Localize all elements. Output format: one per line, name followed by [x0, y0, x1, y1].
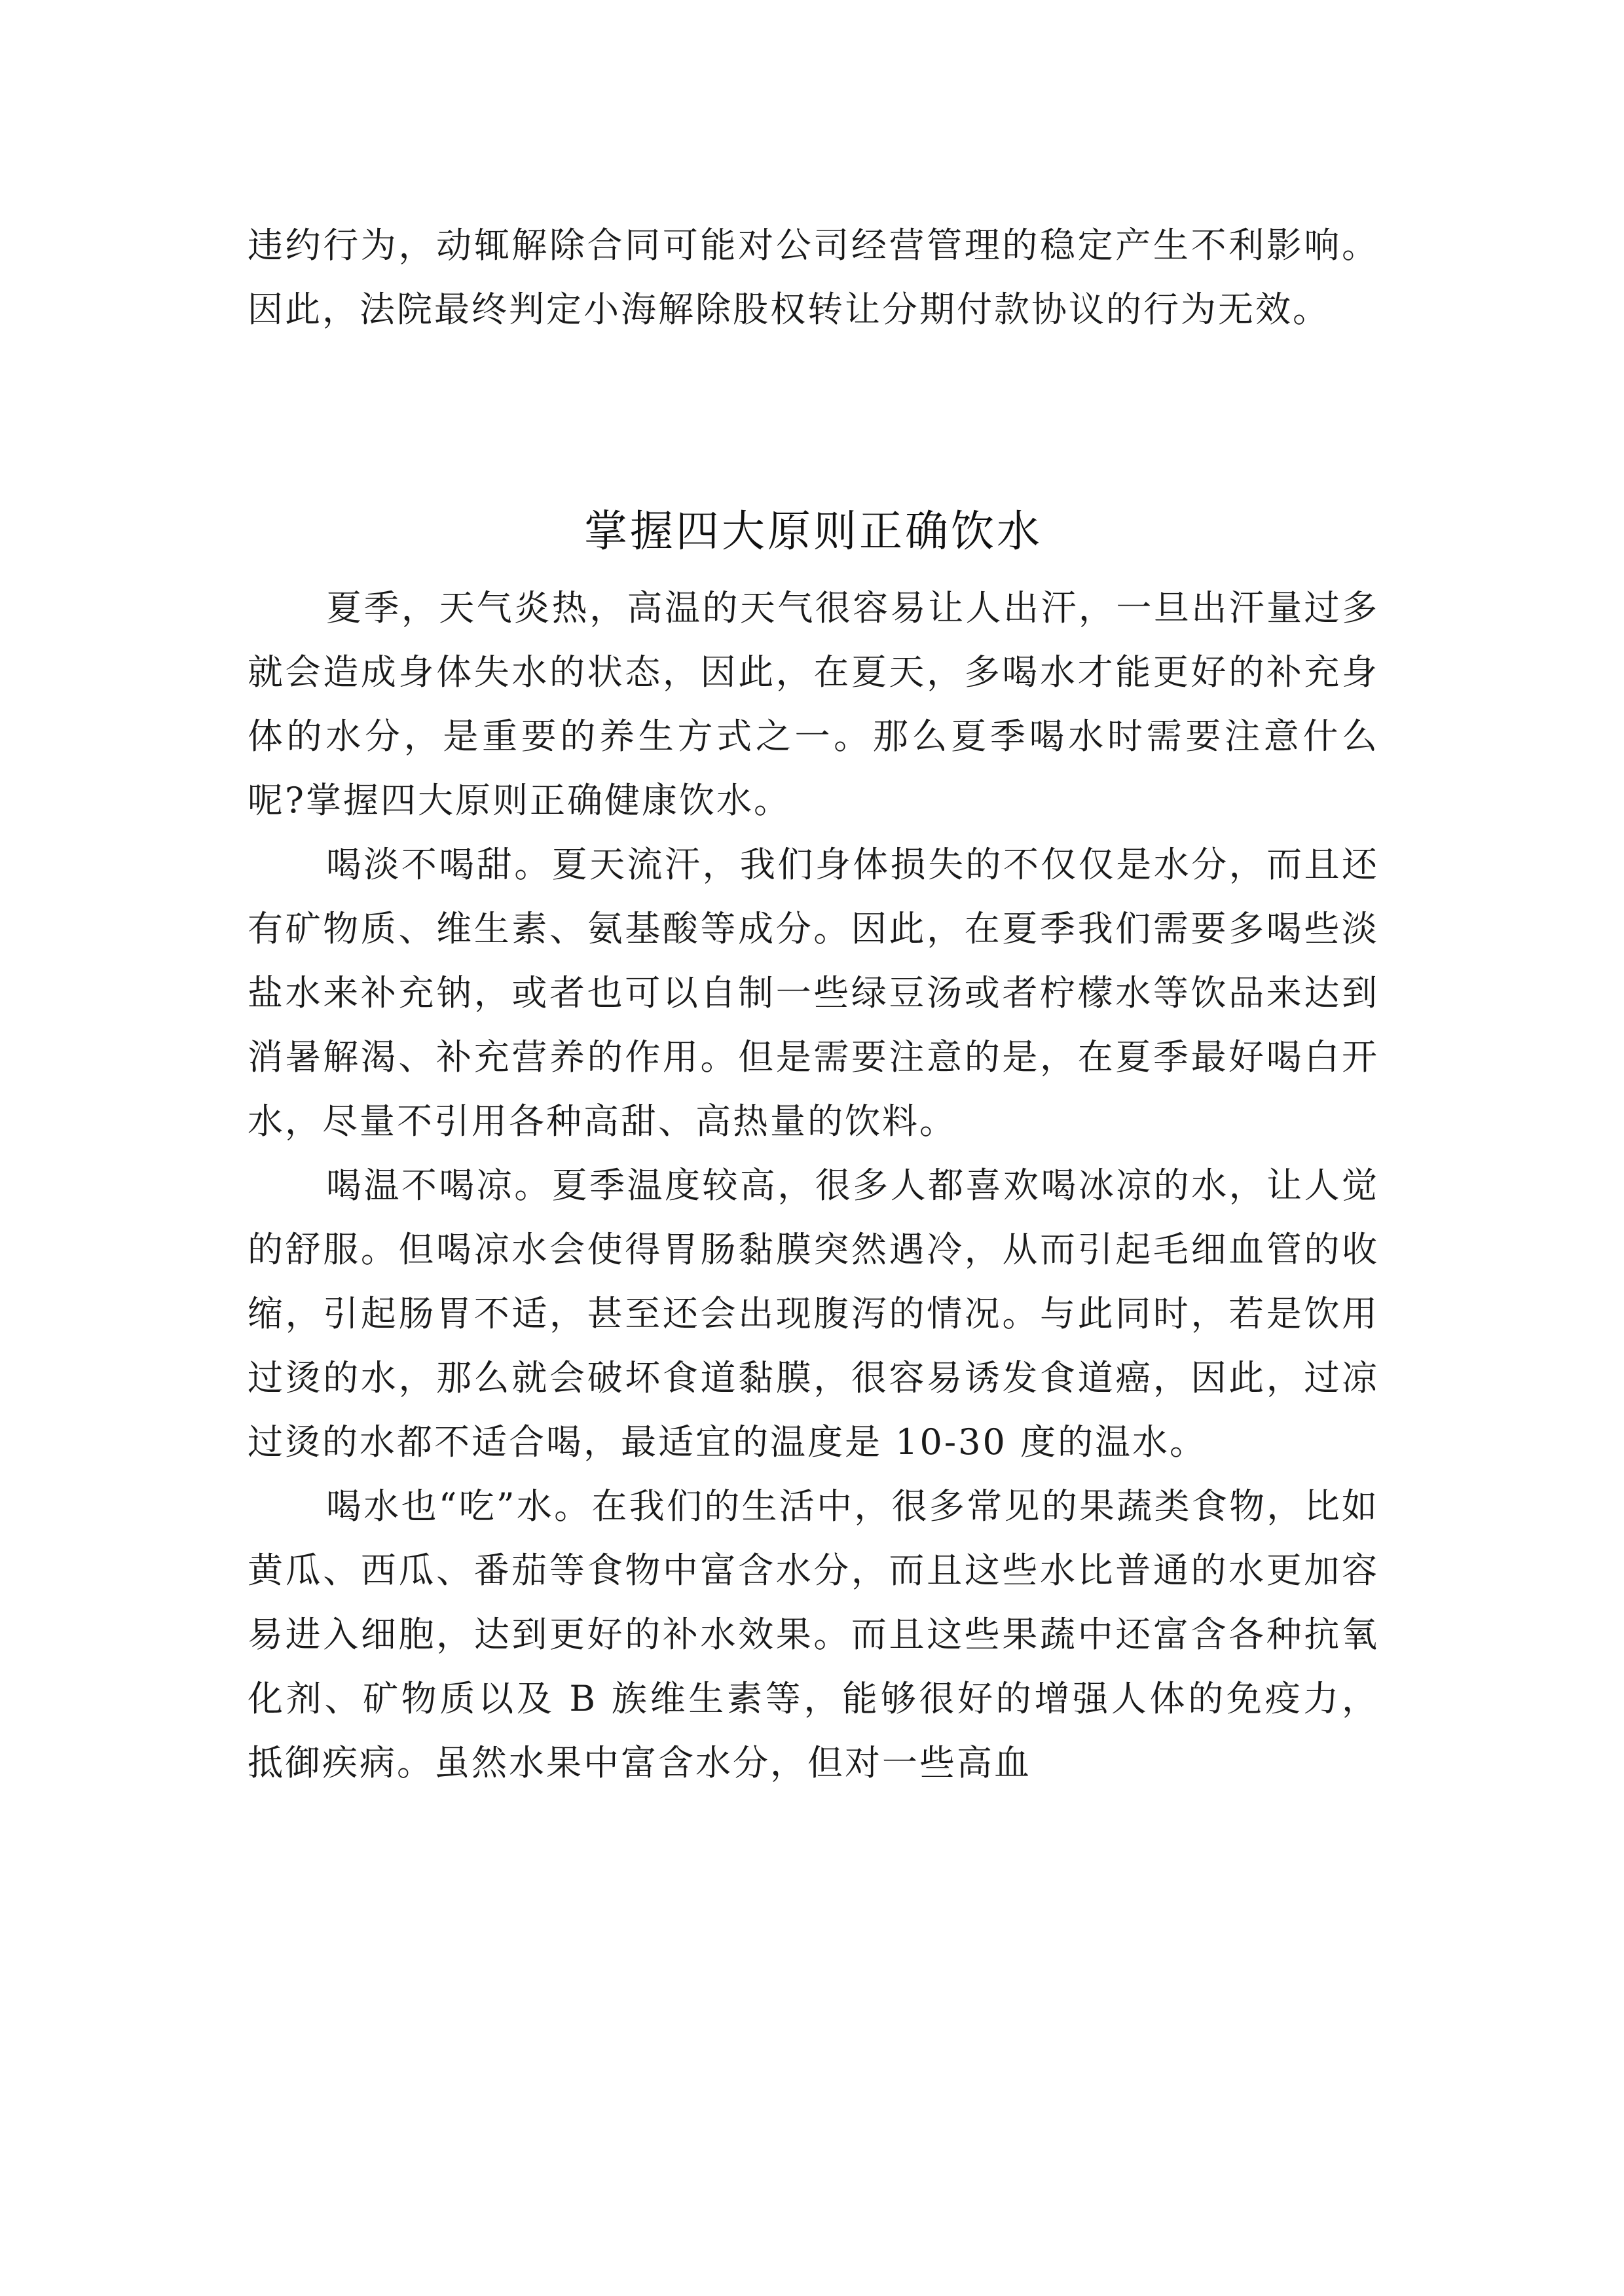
article-paragraph-intro: 夏季，天气炎热，高温的天气很容易让人出汗，一旦出汗量过多就会造成身体失水的状态，因此，在夏天，多喝水才能更好的补充身体的水分，是重要的养生方式之一。那么夏季喝水时需要注意什么呢?掌握四大原则正确健康饮水。 — [248, 587, 1379, 821]
article-title: 掌握四大原则正确饮水 — [584, 506, 1043, 556]
continued-paragraph-block — [248, 213, 1379, 342]
article-paragraph-light-not-sweet: 喝淡不喝甜。夏天流汗，我们身体损失的不仅仅是水分，而且还有矿物质、维生素、氨基酸等成分。因此，在夏季我们需要多喝些淡盐水来补充钠，或者也可以自制一些绿豆汤或者柠檬水等饮品来达到消暑解渴、补充营养的作用。但是需要注意的是，在夏季最好喝白开水，尽量不引用各种高甜、高热量的饮料。 — [248, 844, 1379, 1142]
article-body — [248, 576, 1379, 1795]
article-paragraph-warm-not-cold: 喝温不喝凉。夏季温度较高，很多人都喜欢喝冰凉的水，让人觉的舒服。但喝凉水会使得胃肠黏膜突然遇冷，从而引起毛细血管的收缩，引起肠胃不适，甚至还会出现腹泻的情况。与此同时，若是饮用过烫的水，那么就会破坏食道黏膜，很容易诱发食道癌，因此，过凉过烫的水都不适合喝，最适宜的温度是 10-30 度的温水。 — [248, 1165, 1379, 1463]
article-paragraph-eat-water: 喝水也“吃”水。在我们的生活中，很多常见的果蔬类食物，比如黄瓜、西瓜、番茄等食物中富含水分，而且这些水比普通的水更加容易进入细胞，达到更好的补水效果。而且这些果蔬中还富含各种抗氧化剂、矿物质以及 B 族维生素等，能够很好的增强人体的免疫力，抵御疾病。虽然水果中富含水分，但对一些高血 — [248, 1485, 1379, 1783]
continued-paragraph: 违约行为，动辄解除合同可能对公司经营管理的稳定产生不利影响。因此，法院最终判定小海解除股权转让分期付款协议的行为无效。 — [248, 225, 1379, 330]
